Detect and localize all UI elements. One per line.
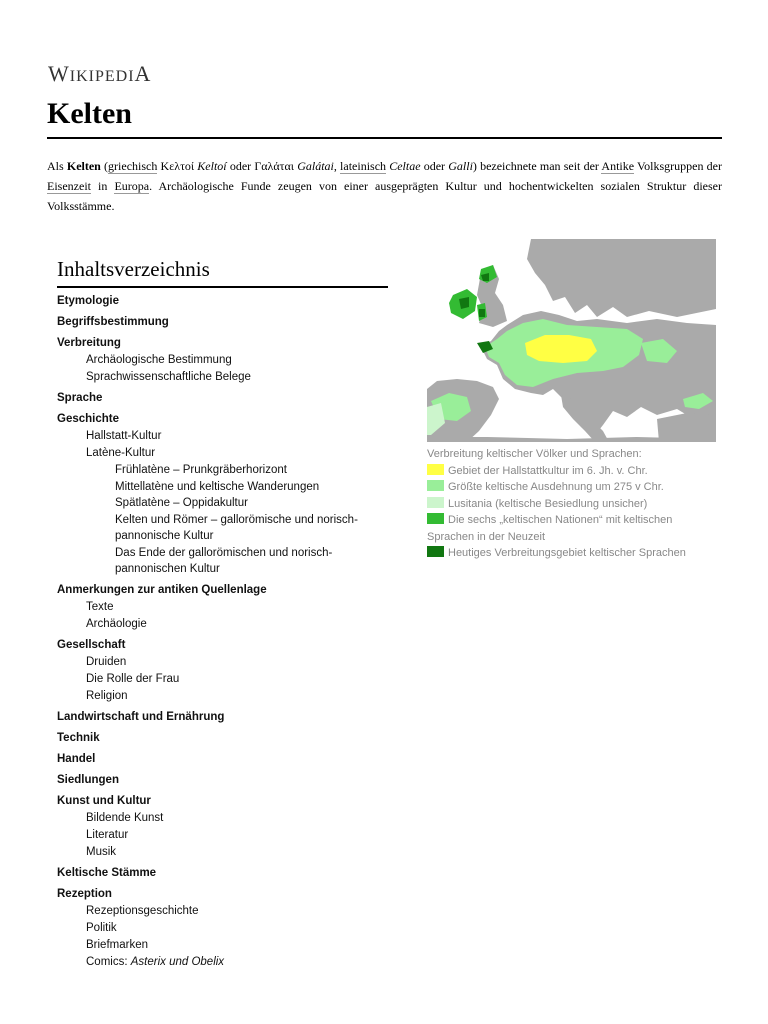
toc-item[interactable]: Literatur — [86, 828, 129, 841]
toc-item[interactable]: Bildende Kunst — [86, 811, 164, 824]
toc-item[interactable]: Religion — [86, 689, 128, 702]
toc-item[interactable]: Kunst und Kultur — [57, 794, 151, 807]
legend-label: Die sechs „keltischen Nationen“ mit keltischen Sprachen in der Neuzeit — [427, 514, 673, 543]
toc-item[interactable]: Anmerkungen zur antiken Quellenlage — [57, 583, 267, 596]
map-caption-title: Verbreitung keltischer Völker und Sprachen: — [427, 448, 642, 460]
map-caption — [427, 446, 716, 562]
toc-item[interactable]: Rezeptionsgeschichte — [86, 904, 199, 917]
legend-label: Gebiet der Hallstattkultur im 6. Jh. v. Chr. — [448, 464, 648, 477]
toc-item[interactable]: Das Ende der gallorömischen und norisch-pannonischen Kultur — [115, 546, 333, 575]
legend-entry — [427, 479, 716, 496]
toc-item[interactable]: Frühlatène – Prunkgräberhorizont — [115, 464, 287, 476]
toc-item[interactable]: Etymologie — [57, 295, 119, 307]
toc-item[interactable]: Texte — [86, 600, 114, 613]
legend-swatch — [427, 497, 444, 508]
toc-item[interactable]: Verbreitung — [57, 337, 121, 349]
toc-item[interactable]: Hallstatt-Kultur — [86, 430, 162, 442]
toc-item[interactable]: Archäologie — [86, 617, 147, 630]
toc-item[interactable]: Politik — [86, 921, 117, 934]
title-divider — [47, 137, 722, 139]
toc-item[interactable]: Geschichte — [57, 413, 119, 425]
table-of-contents — [57, 255, 388, 971]
legend-label: Lusitania (keltische Besiedlung unsicher) — [448, 497, 648, 510]
toc-item[interactable]: Mittellatène und keltische Wanderungen — [115, 480, 320, 493]
toc-item[interactable]: Comics: Asterix und Obelix — [86, 955, 225, 968]
legend-entry — [427, 496, 716, 513]
toc-list — [57, 293, 388, 971]
legend-swatch — [427, 464, 444, 475]
lead-paragraph: Als Kelten (griechisch Κελτοί Keltoí oder Γαλάται Galátai, lateinisch Celtae oder Galli) bezeichnete man seit der Antike Volksgruppen der Eisenzeit in Europa. Archäologische Funde zeugen von einer ausgeprägten Kultur und hochentwickelten sozialen Struktur dieser Volksstämme. — [47, 159, 723, 213]
legend-label: Heutiges Verbreitungsgebiet keltischer Sprachen — [448, 547, 686, 559]
toc-item[interactable]: Spätlatène – Oppidakultur — [115, 497, 248, 509]
toc-item[interactable]: Siedlungen — [57, 773, 119, 786]
toc-item[interactable]: Handel — [57, 752, 96, 765]
toc-item[interactable]: Gesellschaft — [57, 638, 126, 651]
toc-item[interactable]: Musik — [86, 845, 117, 858]
link-lateinisch[interactable]: lateinisch — [340, 159, 387, 173]
link-europa[interactable]: Europa — [114, 179, 150, 193]
toc-item[interactable]: Druiden — [86, 655, 127, 668]
toc-item[interactable]: Die Rolle der Frau — [86, 672, 180, 685]
legend-entry — [427, 545, 716, 562]
toc-item[interactable]: Sprachwissenschaftliche Belege — [86, 371, 251, 383]
toc-item[interactable]: Latène-Kultur — [86, 447, 156, 459]
toc-item[interactable]: Archäologische Bestimmung — [86, 354, 232, 366]
toc-item[interactable]: Keltische Stämme — [57, 866, 157, 879]
wikipedia-wordmark: WIKIPEDIA — [48, 61, 152, 86]
toc-item[interactable]: Sprache — [57, 392, 103, 404]
link-eisenzeit[interactable]: Eisenzeit — [47, 179, 91, 193]
toc-item[interactable]: Technik — [57, 731, 100, 744]
legend-swatch — [427, 546, 444, 557]
toc-item[interactable]: Landwirtschaft und Ernährung — [57, 710, 225, 723]
legend-swatch — [427, 513, 444, 524]
map-legend — [427, 463, 716, 562]
legend-label: Größte keltische Ausdehnung um 275 v Chr. — [448, 481, 664, 493]
toc-item[interactable]: Rezeption — [57, 887, 112, 900]
toc-item[interactable]: Briefmarken — [86, 938, 148, 951]
toc-heading: Inhaltsverzeichnis — [57, 257, 210, 281]
link-antike[interactable]: Antike — [601, 159, 635, 173]
celtic-distribution-map — [427, 239, 716, 442]
toc-item[interactable]: Begriffsbestimmung — [57, 316, 169, 328]
lead-term: Kelten — [66, 159, 101, 173]
page-title: Kelten — [47, 97, 132, 130]
toc-divider — [57, 286, 388, 288]
legend-swatch — [427, 480, 444, 491]
link-griechisch[interactable]: griechisch — [108, 159, 158, 173]
toc-item[interactable]: Kelten und Römer – gallorömische und norisch-pannonische Kultur — [115, 513, 358, 542]
legend-entry — [427, 463, 716, 480]
legend-entry — [427, 512, 716, 545]
